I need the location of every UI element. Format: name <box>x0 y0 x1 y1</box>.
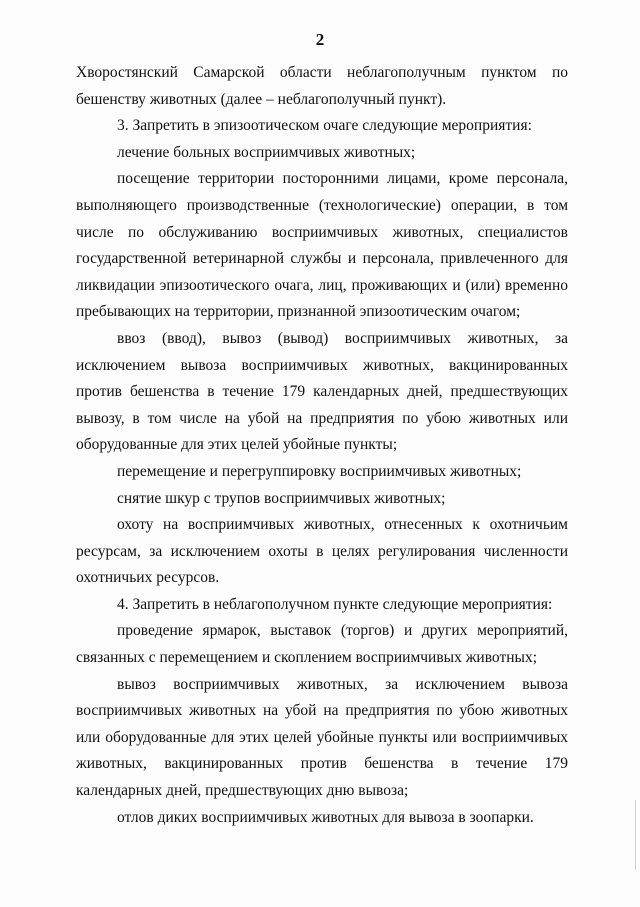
paragraph-trapping-ban: отлов диких восприимчивых животных для вывоза в зоопарки. <box>117 808 534 826</box>
page-number: 2 <box>315 30 325 49</box>
paragraph-item-4: 4. Запретить в неблагополучном пункте следующие мероприятия: <box>117 595 553 613</box>
paragraph-regrouping-ban: перемещение и перегруппировку восприимчивых животных; <box>117 462 522 480</box>
paragraph-visit-ban: посещение территории посторонними лицами, кроме персонала, выполняющего производственные (технологические) операции, в том числе по обслуживанию восприимчивых животных, специалистов государственной ветеринарной службы и персонала, привлеченного для ликвидации эпизоотического очага, лиц, проживающих и (или) временно пребывающих на территории, признанной эпизоотическим очагом; <box>76 170 568 321</box>
document-body <box>76 60 568 831</box>
paragraph-intro-continuation: Хворостянский Самарской области неблагополучным пунктом по бешенству животных (далее – неблагополучный пункт). <box>76 64 568 108</box>
paragraph-skinning-ban: снятие шкур с трупов восприимчивых животных; <box>117 489 446 507</box>
paragraph-fairs-ban: проведение ярмарок, выставок (торгов) и других мероприятий, связанных с перемещением и скоплением восприимчивых животных; <box>76 622 568 667</box>
paragraph-removal-ban: вывоз восприимчивых животных, за исключением вывоза восприимчивых животных на убой на предприятия по убою животных или оборудованные для этих целей убойные пункты или восприимчивых животных, вакцинированных против бешенства в течение 179 календарных дней, предшествующих дню вывоза; <box>76 675 568 800</box>
paragraph-treatment-ban: лечение больных восприимчивых животных; <box>117 143 416 161</box>
paragraph-hunting-ban: охоту на восприимчивых животных, отнесенных к охотничьим ресурсам, за исключением охоты в целях регулирования численности охотничьих ресурсов. <box>76 516 568 587</box>
scan-edge-mark <box>635 800 636 870</box>
paragraph-import-export-ban: ввоз (ввод), вывоз (вывод) восприимчивых животных, за исключением вывоза восприимчивых животных, вакцинированных против бешенства в течение 179 календарных дней, предшествующих вывозу, в том числе на убой на предприятия по убою животных или оборудованные для этих целей убойные пункты; <box>76 329 568 454</box>
paragraph-item-3: 3. Запретить в эпизоотическом очаге следующие мероприятия: <box>117 117 532 135</box>
